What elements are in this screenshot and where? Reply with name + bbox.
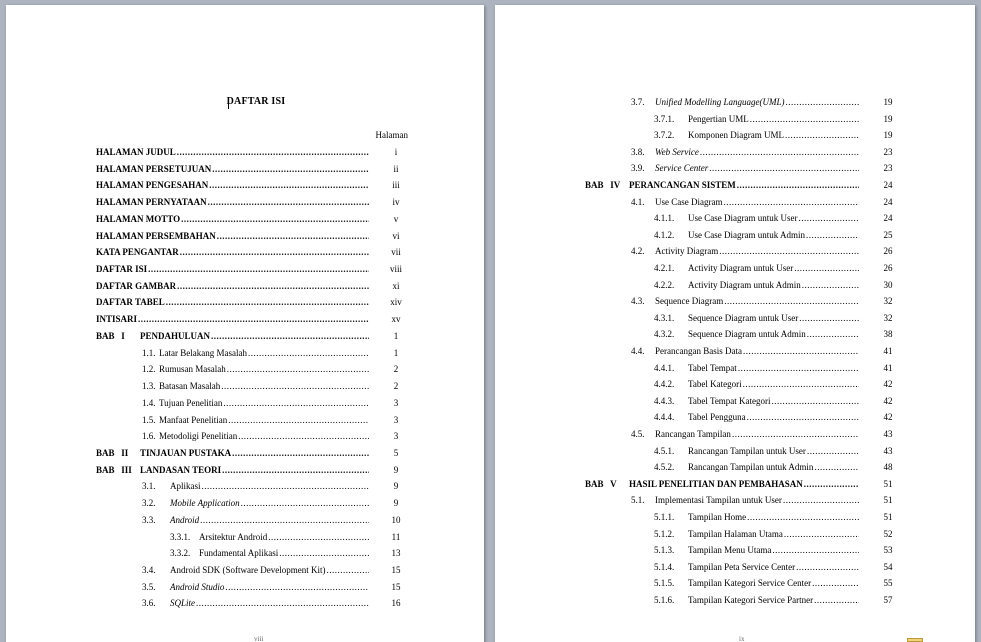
toc-entry[interactable] [142,430,369,443]
toc-entry-page-number: 9 [393,498,399,509]
toc-entry-title: Sequence Diagram untuk Admin [688,329,806,340]
toc-entry-title: Fundamental Aplikasi [199,548,279,559]
toc-entry-page-number: 1 [393,347,399,358]
toc-entry[interactable] [96,179,369,192]
toc-entry[interactable] [96,447,369,460]
toc-leader-dots [209,179,369,192]
toc-entry-title: Android SDK (Software Development Kit) [170,565,326,575]
toc-entry[interactable] [654,328,859,341]
toc-leader-dots [709,162,859,175]
document-page-right[interactable] [495,5,975,642]
toc-entry[interactable] [654,362,859,375]
toc-entry-page-number: 15 [391,581,401,592]
toc-entry-title: DAFTAR ISI [96,264,148,275]
toc-entry-number: 3.3. [142,514,156,525]
toc-entry[interactable] [142,497,369,510]
toc-entry[interactable] [142,581,369,594]
page-footer-number: ix [739,635,745,642]
toc-entry-title: HALAMAN PERSETUJUAN [96,163,212,174]
toc-entry-title: Unified Modelling Language(UML) [655,97,785,107]
toc-entry-number: 5.1.1. [654,512,675,522]
toc-entry[interactable] [631,162,859,175]
toc-leader-dots [772,544,859,557]
toc-entry-number: 4.2.2. [654,279,675,290]
toc-entry-page-number: 1 [393,330,399,341]
toc-entry-page-number: 24 [883,213,893,224]
toc-entry-number: 4.4.4. [654,412,675,423]
toc-entry-page-number: 26 [883,246,893,257]
toc-entry-number: BAB II [96,447,129,458]
toc-leader-dots [723,196,859,209]
toc-entry-title: HALAMAN PERSEMBAHAN [96,230,216,241]
toc-entry-page-number: 52 [883,528,893,539]
toc-entry-title: Mobile Application [170,498,240,509]
toc-entry-title: DAFTAR GAMBAR [96,280,177,291]
toc-entry-number: 5.1. [631,495,645,506]
toc-entry-number: 4.4.2. [654,379,675,390]
toc-entry-title: Tampilan Peta Service Center [688,561,796,572]
toc-entry-page-number: vii [391,247,401,258]
toc-entry-number: 4.1. [631,196,645,207]
toc-entry-title: Rancangan Tampilan untuk User [688,445,806,456]
toc-entry-page-number: 19 [883,130,893,141]
toc-entry-number: 5.1.3. [654,545,675,556]
toc-entry[interactable] [631,494,859,507]
toc-entry-title: DAFTAR TABEL [96,297,165,308]
toc-entry-number: 3.6. [142,598,156,609]
toc-entry[interactable] [96,246,369,259]
toc-entry-title: Manfaat Penelitian [159,414,228,425]
toc-leader-dots [806,229,859,242]
toc-entry-page-number: 30 [883,279,893,290]
toc-leader-dots [747,411,859,424]
toc-entry[interactable] [654,378,859,391]
toc-entry-page-number: 54 [883,561,893,572]
toc-entry-title: Arsitektur Android [199,531,268,542]
toc-leader-dots [223,397,369,410]
toc-entry-title: Sequence Diagram [655,296,724,307]
toc-entry-title: KATA PENGANTAR [96,247,179,258]
toc-leader-dots [814,594,859,607]
toc-entry-page-number: 32 [883,296,893,307]
toc-leader-dots [138,313,369,326]
page-footer-number: viii [254,635,264,642]
toc-entry[interactable] [96,330,369,343]
toc-entry-page-number: iii [392,180,400,191]
toc-leader-dots [732,428,859,441]
toc-entry[interactable] [96,280,369,293]
toc-entry-title: Batasan Masalah [159,381,221,392]
toc-entry-page-number: 41 [883,362,893,373]
toc-entry-number: 5.1.6. [654,595,675,605]
toc-entry-number: 1.4. [142,397,156,408]
toc-leader-dots [217,230,369,243]
toc-leader-dots [743,345,859,358]
toc-entry-title: PENDAHULUAN [140,330,211,341]
toc-entry-number: 5.1.4. [654,561,675,572]
toc-leader-dots [279,547,369,560]
toc-leader-dots [796,561,859,574]
toc-entry[interactable] [631,245,859,258]
toc-entry-page-number: 43 [883,445,893,456]
toc-entry-page-number: 53 [883,545,893,556]
toc-leader-dots [799,312,859,325]
toc-entry[interactable] [142,597,369,610]
toc-entry-title: Use Case Diagram untuk User [688,213,798,224]
toc-entry-page-number: 25 [883,229,893,240]
toc-entry[interactable] [654,212,859,225]
toc-entry-title: HALAMAN PENGESAHAN [96,180,209,191]
toc-entry-number: 5.1.2. [654,528,675,539]
toc-entry-number: 3.7.1. [654,113,675,124]
toc-entry[interactable] [96,213,369,226]
toc-entry-page-number: 51 [883,495,893,506]
toc-entry-number: 4.4.1. [654,362,675,373]
toc-leader-dots [802,279,859,292]
toc-leader-dots [326,564,369,577]
toc-entry-page-number: 9 [393,464,399,475]
toc-entry-page-number: v [393,213,399,224]
toc-entry-number: 3.3.2. [170,548,191,559]
toc-entry-title: Tampilan Kategori Service Center [688,578,812,589]
toc-entry[interactable] [96,263,369,276]
toc-entry-page-number: 42 [883,395,893,406]
toc-entry-page-number: 51 [883,478,893,489]
toc-entry-number: 3.1. [142,481,156,492]
document-page-left[interactable] [6,5,484,642]
toc-entry-number: 3.9. [631,163,645,174]
toc-entry-title: Latar Belakang Masalah [159,347,247,358]
toc-entry-number: 4.3.2. [654,329,675,340]
toc-entry[interactable] [654,229,859,242]
toc-entry[interactable] [631,345,859,358]
toc-entry-page-number: 2 [393,381,399,392]
toc-entry[interactable] [585,179,859,192]
toc-leader-dots [807,328,859,341]
toc-entry[interactable] [631,146,859,159]
toc-entry-title: HALAMAN PERNYATAAN [96,197,207,208]
toc-entry-number: 4.5. [631,429,645,439]
toc-leader-dots [786,96,860,109]
toc-entry-page-number: 55 [883,578,893,589]
toc-leader-dots [719,245,859,258]
toc-entry-page-number: ii [393,163,399,174]
toc-entry-page-number: 15 [391,565,401,575]
toc-leader-dots [241,497,369,510]
toc-leader-dots [196,597,369,610]
toc-entry[interactable] [631,295,859,308]
toc-leader-dots [743,378,859,391]
toc-entry-page-number: 3 [393,397,399,408]
toc-entry-page-number: 3 [393,431,399,442]
toc-entry-page-number: xi [392,280,400,291]
toc-entry-title: Tampilan Kategori Service Partner [688,595,814,605]
toc-entry-number: 1.5. [142,414,156,425]
toc-entry-title: Activity Diagram untuk Admin [688,279,801,290]
toc-entry-title: Pengertian UML [688,113,749,124]
toc-entry-number: 3.7. [631,97,645,107]
toc-entry-title: Service Center [655,163,709,174]
toc-entry-title: SQLite [170,598,196,609]
toc-entry-title: Komponen Diagram UML [688,130,784,141]
toc-leader-dots [148,263,369,276]
toc-entry[interactable] [96,163,369,176]
toc-entry[interactable] [142,380,369,393]
toc-leader-dots [177,146,369,159]
toc-leader-dots [232,447,369,460]
toc-leader-dots [747,511,859,524]
toc-entry-page-number: viii [389,264,402,275]
toc-entry[interactable] [585,478,859,491]
toc-entry-page-number: 3 [393,414,399,425]
toc-entry-page-number: 43 [883,429,893,439]
toc-entry[interactable] [142,347,369,360]
toc-entry-title: Activity Diagram untuk User [688,263,794,273]
toc-entry-page-number: 19 [883,97,893,107]
toc-leader-dots [784,528,859,541]
toc-entry[interactable] [654,561,859,574]
toc-entry-title: LANDASAN TEORI [140,464,222,475]
toc-entry-page-number: 38 [883,329,893,340]
toc-entry[interactable] [654,544,859,557]
toc-entry-page-number: 10 [391,514,401,525]
toc-entry-page-number: 13 [391,548,401,559]
toc-entry[interactable] [654,312,859,325]
toc-entry-title: PERANCANGAN SISTEM [629,180,736,190]
toc-entry-title: Tabel Pengguna [688,412,746,423]
toc-entry-title: Perancangan Basis Data [655,346,742,356]
toc-entry-number: 4.3.1. [654,312,675,323]
toc-entry[interactable] [631,428,859,441]
toc-entry-page-number: 24 [883,180,893,190]
toc-entry[interactable] [142,564,369,577]
toc-entry-title: Sequence Diagram untuk User [688,312,799,323]
toc-entry-number: 4.4.3. [654,395,675,406]
toc-entry-page-number: 9 [393,481,399,492]
toc-entry-title: TINJAUAN PUSTAKA [140,447,232,458]
toc-entry-number: BAB III [96,464,132,475]
toc-entry-page-number: 48 [883,462,893,473]
toc-entry-title: Metodoligi Penelitian [159,431,238,442]
toc-entry-title: Tabel Kategori [688,379,742,390]
toc-entry-page-number: xiv [390,297,402,308]
toc-entry-number: 4.5.1. [654,445,675,456]
toc-entry-page-number: xv [391,314,401,325]
toc-entry-page-number: vi [392,230,400,241]
toc-entry[interactable] [142,363,369,376]
toc-leader-dots [724,295,859,308]
toc-leader-dots [248,347,369,360]
toc-entry-number: 1.6. [142,431,156,442]
toc-entry-number: 3.5. [142,581,156,592]
toc-entry[interactable] [654,511,859,524]
toc-entry[interactable] [96,313,369,326]
toc-leader-dots [783,494,859,507]
toc-entry-title: Android Studio [170,581,225,592]
toc-leader-dots [208,196,369,209]
toc-entry-title: Tampilan Halaman Utama [688,528,783,539]
toc-entry-number: 3.4. [142,565,156,575]
toc-entry-title: Implementasi Tampilan untuk User [655,495,782,506]
toc-entry[interactable] [654,528,859,541]
toc-entry-number: 1.2. [142,364,156,375]
toc-leader-dots [798,212,859,225]
toc-entry-page-number: 41 [883,346,893,356]
toc-entry[interactable] [96,230,369,243]
toc-entry[interactable] [96,146,369,159]
halaman-column-label: Halaman [375,130,408,140]
toc-entry-title: Rumusan Masalah [159,364,226,375]
toc-entry[interactable] [96,296,369,309]
toc-entry-page-number: 26 [883,263,893,273]
toc-entry-page-number: 42 [883,379,893,390]
toc-leader-dots [221,380,369,393]
toc-entry-page-number: 16 [391,598,401,609]
toc-entry-title: Activity Diagram [655,246,719,257]
toc-entry-page-number: 23 [883,146,893,157]
page-title: DAFTAR ISI [226,96,286,107]
toc-leader-dots [772,395,859,408]
status-indicator[interactable] [907,638,923,642]
toc-entry-page-number: 2 [393,364,399,375]
toc-entry[interactable] [142,514,369,527]
toc-leader-dots [785,129,859,142]
toc-entry-page-number: iv [392,197,400,208]
toc-entry-title: Tampilan Menu Utama [688,545,772,556]
toc-entry[interactable] [631,196,859,209]
toc-entry-title: Use Case Diagram untuk Admin [688,229,805,240]
toc-entry[interactable] [654,262,859,275]
toc-entry-number: 4.2.1. [654,263,675,273]
toc-entry[interactable] [654,445,859,458]
toc-entry-page-number: 11 [391,531,401,542]
toc-entry-number: 1.1. [142,347,156,358]
toc-leader-dots [812,577,859,590]
toc-entry-title: Web Service [655,146,699,157]
toc-leader-dots [228,414,369,427]
toc-leader-dots [227,363,369,376]
toc-entry[interactable] [654,129,859,142]
toc-entry-title: Tabel Tempat [688,362,737,373]
toc-leader-dots [181,213,369,226]
toc-entry-title: HALAMAN MOTTO [96,213,181,224]
toc-entry[interactable] [654,113,859,126]
toc-leader-dots [268,531,369,544]
toc-entry[interactable] [654,411,859,424]
toc-entry-title: Tujuan Penelitian [159,397,223,408]
toc-entry-number: 3.3.1. [170,531,191,542]
toc-entry[interactable] [96,196,369,209]
toc-entry[interactable] [142,397,369,410]
toc-entry-title: Tampilan Home [688,512,747,522]
toc-entry-page-number: 51 [883,512,893,522]
toc-leader-dots [700,146,859,159]
toc-leader-dots [200,514,369,527]
toc-entry-number: 3.7.2. [654,130,675,141]
toc-entry-page-number: i [394,147,398,157]
toc-entry-title: Rancangan Tampilan untuk Admin [688,462,814,473]
toc-entry[interactable] [654,279,859,292]
toc-entry-title: Use Case Diagram [655,196,723,207]
toc-entry-page-number: 57 [883,595,893,605]
toc-entry-page-number: 23 [883,163,893,174]
toc-leader-dots [814,461,859,474]
toc-entry-title: HASIL PENELITIAN DAN PEMBAHASAN [629,478,803,489]
toc-leader-dots [807,445,859,458]
toc-entry-page-number: 32 [883,312,893,323]
toc-leader-dots [804,478,859,491]
toc-leader-dots [222,464,369,477]
toc-entry-number: 1.3. [142,381,156,392]
toc-entry-number: 4.4. [631,346,645,356]
toc-leader-dots [180,246,369,259]
toc-leader-dots [750,113,859,126]
toc-entry[interactable] [654,395,859,408]
toc-leader-dots [177,280,369,293]
toc-entry-number: 3.2. [142,498,156,509]
toc-entry-title: HALAMAN JUDUL [96,147,176,157]
toc-entry-title: INTISARI [96,314,138,325]
toc-entry-title: Android [170,514,200,525]
toc-entry[interactable] [654,461,859,474]
toc-entry-page-number: 19 [883,113,893,124]
toc-entry-number: 3.8. [631,146,645,157]
toc-entry-title: Tabel Tempat Kategori [688,395,771,406]
toc-entry-number: BAB V [585,478,617,489]
toc-entry[interactable] [654,577,859,590]
toc-entry-number: BAB IV [585,180,621,190]
toc-entry-title: Rancangan Tampilan [655,429,731,439]
toc-entry-number: 4.2. [631,246,645,257]
toc-entry-number: BAB I [96,330,125,341]
toc-entry[interactable] [654,594,859,607]
toc-entry-number: 4.1.2. [654,229,675,240]
toc-leader-dots [225,581,369,594]
toc-entry-number: 4.1.1. [654,213,675,224]
toc-entry[interactable] [142,480,369,493]
toc-entry[interactable] [170,547,369,560]
toc-entry[interactable] [631,96,859,109]
toc-leader-dots [211,330,369,343]
toc-entry-number: 4.3. [631,296,645,307]
toc-leader-dots [166,296,369,309]
toc-leader-dots [202,480,370,493]
toc-leader-dots [738,362,859,375]
toc-entry-title: Aplikasi [170,481,201,492]
toc-entry-page-number: 5 [393,447,399,458]
toc-entry[interactable] [142,414,369,427]
toc-entry-page-number: 42 [883,412,893,423]
toc-leader-dots [238,430,369,443]
toc-entry-number: 4.5.2. [654,462,675,473]
toc-entry-page-number: 24 [883,196,893,207]
toc-entry[interactable] [96,464,369,477]
toc-leader-dots [794,262,859,275]
toc-entry-number: 5.1.5. [654,578,675,589]
toc-entry[interactable] [170,531,369,544]
toc-leader-dots [212,163,369,176]
toc-leader-dots [737,179,859,192]
